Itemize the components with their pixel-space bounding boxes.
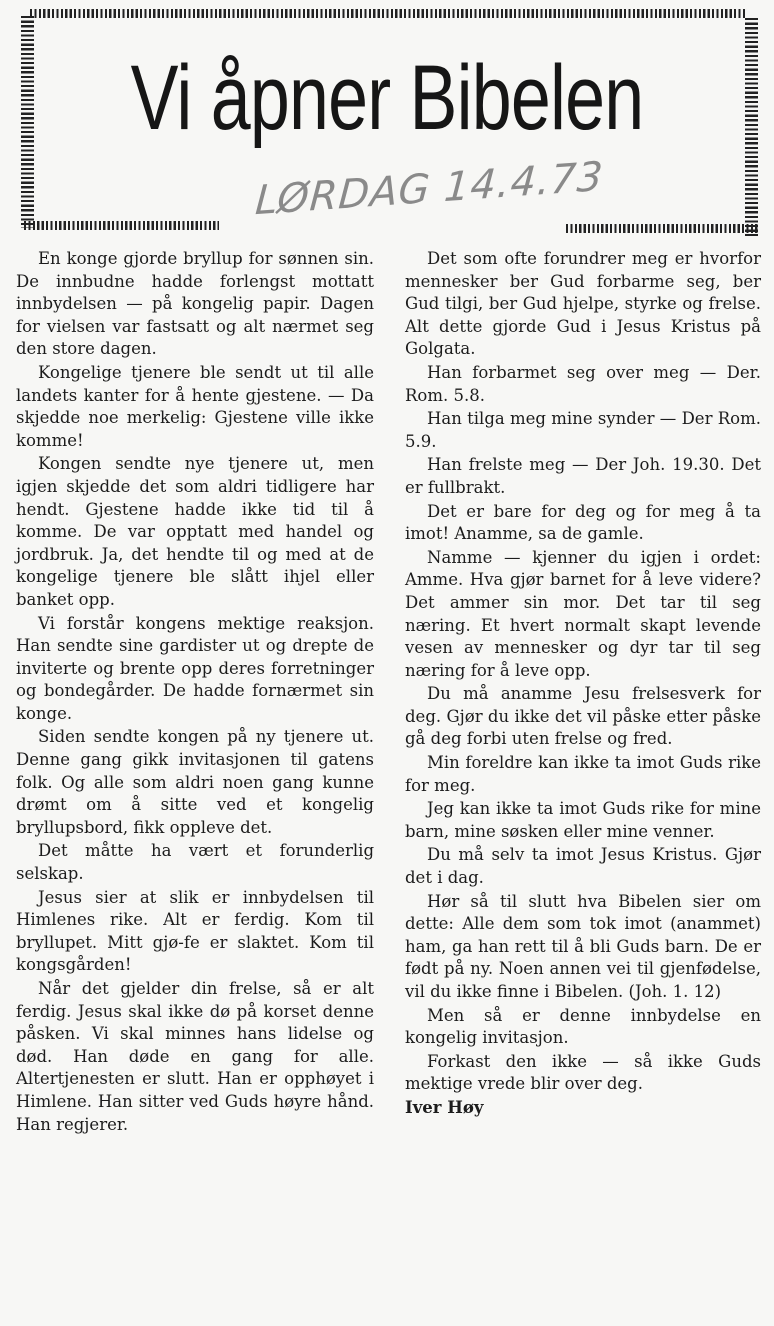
paragraph: Han tilga meg mine synder — Der Rom. 5.9. xyxy=(405,409,761,451)
paragraph: Jesus sier at slik er innbydelsen til Himlenes rike. Alt er ferdig. Kom til bryllupet. Mitt gjø-fe er slaktet. Kom til kongsgården! xyxy=(16,887,374,975)
paragraph: Når det gjelder din frelse, så er alt ferdig. Jesus skal ikke dø på korset denne påsken. Vi skal minnes hans lidelse og død. Han døde en gang for alle. Altertjenesten er slutt. Han er opphøyet i Himlene. Han sitter ved Guds høyre hånd. Han regjerer. xyxy=(16,979,374,1134)
page-title: Vi åpner Bibelen xyxy=(130,47,644,149)
paragraph: En konge gjorde bryllup for sønnen sin. De innbudne hadde forlengst mottatt innbydelsen — på kongelig papir. Dagen for vielsen var fastsatt og alt nærmet seg den store dagen. xyxy=(16,249,374,359)
paragraph: Namme — kjenner du igjen i ordet: Amme. Hva gjør barnet for å leve videre? Det ammer sin mor. Det tar til seg næring. Et hvert normalt skapt levende vesen av mennesker og dyr tar til seg næring for å leve opp. xyxy=(405,547,761,680)
paragraph: Jeg kan ikke ta imot Guds rike for mine barn, mine søsken eller mine venner. xyxy=(405,799,761,841)
left-column xyxy=(16,248,374,1137)
paragraph: Hør så til slutt hva Bibelen sier om dette: Alle dem som tok imot (anammet) ham, ga han rett til å bli Guds barn. De er født på ny. Noen annen vei til gjenfødelse, vil du ikke finne i Bibelen. (Joh. 1. 12) xyxy=(405,891,761,1001)
paragraph: Min foreldre kan ikke ta imot Guds rike for meg. xyxy=(405,753,761,795)
paragraph: Du må selv ta imot Jesus Kristus. Gjør det i dag. xyxy=(405,845,761,888)
border-bottom-right xyxy=(566,224,758,233)
paragraph: Det som ofte forundrer meg er hvorfor mennesker ber Gud forbarme seg, ber Gud tilgi, ber Gud hjelpe, styrke og frelse. Alt dette gjorde Gud i Jesus Kristus på Golgata. xyxy=(405,249,761,359)
paragraph: Du må anamme Jesu frelsesverk for deg. Gjør du ikke det vil påske etter påske gå deg forbi uten frelse og fred. xyxy=(405,684,761,749)
border-bottom-left xyxy=(24,221,219,230)
handwritten-date: LØRDAG 14.4.73 xyxy=(253,153,606,225)
author-signature: Iver Høy xyxy=(405,1097,484,1117)
paragraph: Kongen sendte nye tjenere ut, men igjen skjedde det som aldri tidligere har hendt. Gjestene hadde ikke tid til å komme. De var opptatt med handel og jordbruk. Ja, det hendte til og med at de kongelige tjenere ble slått ihjel eller banket opp. xyxy=(16,454,374,609)
paragraph: Vi forstår kongens mektige reaksjon. Han sendte sine gardister ut og drepte de inviterte og brente opp deres forretninger og bondegårder. De hadde fornærmet sin konge. xyxy=(16,613,374,723)
paragraph: Forkast den ikke — så ikke Guds mektige vrede blir over deg. xyxy=(405,1051,761,1094)
paragraph: Det er bare for deg og for meg å ta imot! Anamme, sa de gamle. xyxy=(405,501,761,544)
paragraph: Kongelige tjenere ble sendt ut til alle landets kanter for å hente gjestene. — Da skjedde noe merkelig: Gjestene ville ikke komme! xyxy=(16,362,374,450)
right-column xyxy=(405,248,761,1121)
border-top xyxy=(30,9,746,18)
paragraph: Men så er denne innbydelse en kongelig invitasjon. xyxy=(405,1005,761,1048)
paragraph: Han frelste meg — Der Joh. 19.30. Det er fullbrakt. xyxy=(405,455,761,497)
paragraph: Siden sendte kongen på ny tjenere ut. Denne gang gikk invitasjonen til gatens folk. Og alle som aldri noen gang kunne drømt om å sitte ved et kongelig bryllupsbord, fikk oppleve det. xyxy=(16,727,374,837)
border-left xyxy=(21,16,34,228)
border-right xyxy=(745,18,758,236)
paragraph: Det måtte ha vært et forunderlig selskap. xyxy=(16,841,374,884)
paragraph: Han forbarmet seg over meg — Der. Rom. 5.8. xyxy=(405,362,761,405)
